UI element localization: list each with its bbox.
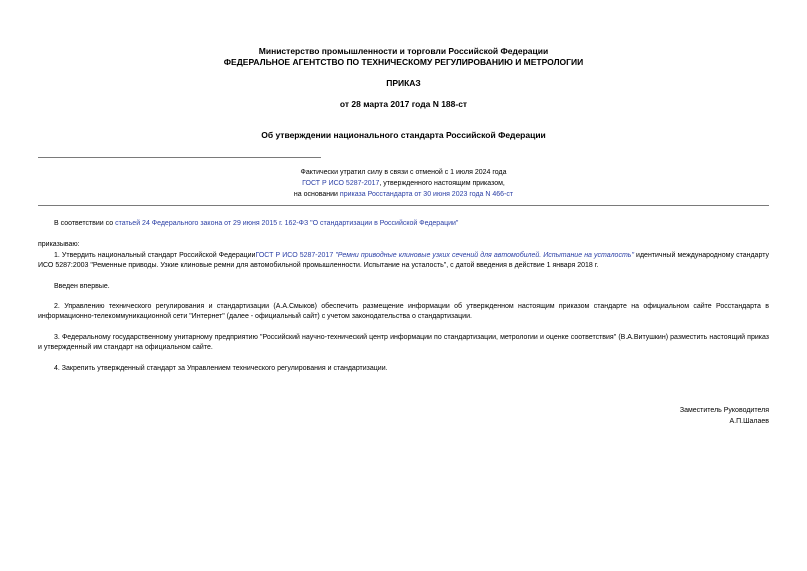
orders-line	[38, 240, 769, 250]
paragraph-1	[38, 251, 769, 271]
introduced-line	[38, 282, 769, 292]
signature-block	[680, 405, 769, 427]
p4-text: 4. Закрепить утвержденный стандарт за Управлением технического регулирования и стандартизации.	[54, 365, 388, 372]
signatory-position: Заместитель Руководителя	[679, 407, 769, 414]
full-divider	[38, 205, 769, 206]
short-divider	[38, 157, 321, 158]
validity-notice-line-3	[38, 190, 769, 200]
p1-rest: идентичный международному стандарту ИСО 5287:2003 "Ременные приводы. Узкие клиновые ремни для автомобильной промышленности. Испытание на усталость", с датой введения в действие 1 января 2018 г.	[38, 252, 769, 269]
ministry-heading: Министерство промышленности и торговли Российской Федерации	[258, 46, 549, 56]
intro-paragraph	[38, 219, 769, 229]
federal-law-link[interactable]: статьей 24 Федерального закона от 29 июня 2015 г. 162-ФЗ "О стандартизации в Российской Федерации"	[115, 220, 459, 227]
orders-text: приказываю:	[38, 241, 80, 248]
intro-prefix: В соответствии со	[54, 220, 116, 227]
validity-notice-text: , утвержденного настоящим приказом,	[379, 180, 505, 187]
document-title: Об утверждении национального стандарта Российской Федерации	[261, 130, 546, 140]
document-type: ПРИКАЗ	[386, 78, 421, 88]
paragraph-3	[38, 333, 769, 353]
standard-code-link[interactable]: ГОСТ Р ИСО 5287-2017	[255, 252, 334, 259]
p2-text: 2. Управлению технического регулирования и стандартизации (А.А.Смыков) обеспечить размещение информации об утвержденном настоящим приказом стандарте на официальном сайте Росстандарта в информационно-телекоммуникационной сети "Интернет" (далее - официальный сайт) с учетом законодательства о стандартизации.	[38, 303, 769, 320]
paragraph-4	[38, 364, 769, 374]
p1-prefix: 1. Утвердить национальный стандарт Российской Федерации	[54, 252, 256, 259]
signatory-name: А.П.Шалаев	[729, 418, 769, 425]
document-date-number: от 28 марта 2017 года N 188-ст	[339, 99, 468, 109]
p3-text: 3. Федеральному государственному унитарному предприятию "Российский научно-технический центр информации по стандартизации, метрологии и оценке соответствия" (В.А.Витушкин) разместить настоящий приказ и утвержденный им стандарт на официальном сайте.	[38, 334, 769, 351]
agency-heading: ФЕДЕРАЛЬНОЕ АГЕНТСТВО ПО ТЕХНИЧЕСКОМУ РЕГУЛИРОВАНИЮ И МЕТРОЛОГИИ	[223, 57, 584, 67]
validity-notice-line-1: Фактически утратил силу в связи с отменой с 1 июля 2024 года	[300, 169, 507, 176]
gost-standard-link[interactable]: ГОСТ Р ИСО 5287-2017	[302, 180, 380, 187]
standard-title-link[interactable]: "Ремни приводные клиновые узких сечений для автомобилей. Испытание на усталость"	[333, 252, 634, 259]
rosstandart-order-link[interactable]: приказа Росстандарта от 30 июня 2023 года N 466-ст	[339, 191, 514, 198]
paragraph-2	[38, 302, 769, 322]
validity-notice-prefix: на основании	[293, 191, 340, 198]
introduced-text: Введен впервые.	[54, 283, 110, 290]
validity-notice-line-2	[38, 179, 769, 189]
